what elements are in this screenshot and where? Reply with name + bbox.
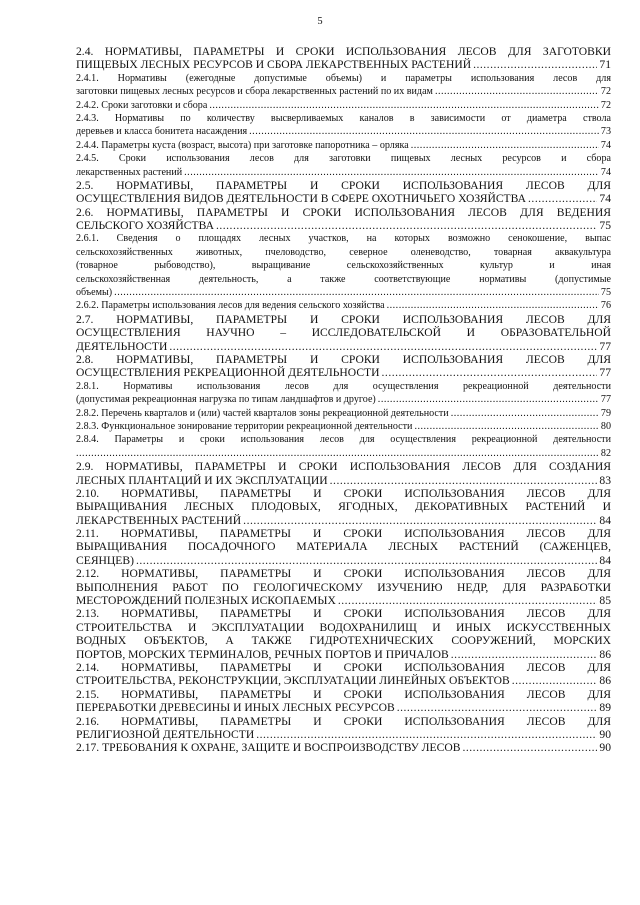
toc-entry-line: ВЫПОЛНЕНИЯ РАБОТ ПО ГЕОЛОГИЧЕСКОМУ ИЗУЧЕНИЮ НЕДР, ДЛЯ РАЗРАБОТКИ <box>76 580 611 594</box>
toc-entry-line: 2.4.3. Нормативы по количеству высверливаемых каналов в зависимости от диаметра ствола <box>76 112 611 124</box>
dot-leader <box>114 286 599 299</box>
toc-entry[interactable] <box>76 313 611 353</box>
toc-entry-line: 2.11. НОРМАТИВЫ, ПАРАМЕТРЫ И СРОКИ ИСПОЛЬЗОВАНИЯ ЛЕСОВ ДЛЯ <box>76 527 611 541</box>
toc-entry-title: ПЕРЕРАБОТКИ ДРЕВЕСИНЫ И ИНЫХ ЛЕСНЫХ РЕСУРСОВ <box>76 701 395 715</box>
toc-entry[interactable] <box>76 353 611 380</box>
toc-entry[interactable] <box>76 527 611 567</box>
toc-entry-line: (товарное рыбоводство), выращивание сельскохозяйственных культур и иная <box>76 260 611 272</box>
toc-entry-title: (допустимая рекреационная нагрузка по типам ландшафтов и другое) <box>76 394 376 406</box>
toc-entry-line: ВЫРАЩИВАНИЯ ЛЕСНЫХ ПЛОДОВЫХ, ЯГОДНЫХ, ДЕКОРАТИВНЫХ РАСТЕНИЙ И <box>76 500 611 514</box>
toc-entry-title: 2.4.2. Сроки заготовки и сбора <box>76 99 208 111</box>
toc-entry-title: лекарственных растений <box>76 166 183 178</box>
toc-entry[interactable] <box>76 99 611 112</box>
dot-leader <box>435 85 599 98</box>
toc-page-number: 85 <box>599 594 611 608</box>
toc-entry[interactable] <box>76 487 611 527</box>
toc-entry-title: СЕЯНЦЕВ) <box>76 553 134 567</box>
toc-entry-line: 2.7. НОРМАТИВЫ, ПАРАМЕТРЫ И СРОКИ ИСПОЛЬЗОВАНИЯ ЛЕСОВ ДЛЯ <box>76 312 611 326</box>
dot-leader <box>243 514 597 527</box>
dot-leader <box>451 648 598 661</box>
toc-entry[interactable] <box>76 139 611 152</box>
toc-entry[interactable] <box>76 206 611 233</box>
toc-page-number: 89 <box>599 701 611 715</box>
toc-page-number: 80 <box>600 420 611 432</box>
toc-page-number: 79 <box>600 407 611 419</box>
toc-page-number: 75 <box>600 287 611 299</box>
toc-entry-line: сельскохозяйственная деятельность, а также соответствующие нормативы (допустимые <box>76 273 611 285</box>
toc-entry-line: сельскохозяйственных животных, пчеловодство, северное оленеводство, товарная аквакультура <box>76 246 611 258</box>
toc-entry[interactable] <box>76 152 611 179</box>
toc-page-number: 77 <box>599 366 611 380</box>
toc-entry[interactable] <box>76 179 611 206</box>
toc-page-number: 86 <box>599 647 611 661</box>
toc-entry[interactable] <box>76 299 611 312</box>
dot-leader <box>330 474 598 487</box>
toc-entry-line: 2.5. НОРМАТИВЫ, ПАРАМЕТРЫ И СРОКИ ИСПОЛЬЗОВАНИЯ ЛЕСОВ ДЛЯ <box>76 178 611 192</box>
toc-entry-line: 2.8.1. Нормативы использования лесов для осуществления рекреационной деятельности <box>76 380 611 392</box>
toc-entry[interactable] <box>76 407 611 420</box>
toc-page-number: 71 <box>599 58 611 72</box>
toc-entry[interactable] <box>76 112 611 139</box>
toc-page-number: 74 <box>600 166 611 178</box>
toc-page-number: 82 <box>600 447 611 459</box>
toc-entry[interactable] <box>76 232 611 299</box>
toc-entry-line: 2.16. НОРМАТИВЫ, ПАРАМЕТРЫ И СРОКИ ИСПОЛЬЗОВАНИЯ ЛЕСОВ ДЛЯ <box>76 714 611 728</box>
toc-page-number: 76 <box>600 300 611 312</box>
dot-leader <box>338 594 598 607</box>
toc-entry[interactable] <box>76 420 611 433</box>
toc-entry-title: ЛЕСНЫХ ПЛАНТАЦИЙ И ИХ ЭКСПЛУАТАЦИИ <box>76 473 328 487</box>
toc-entry-title: 2.4.4. Параметры куста (возраст, высота) при заготовке папоротника – орляка <box>76 139 409 151</box>
toc-entry[interactable] <box>76 567 611 607</box>
toc-page-number: 77 <box>600 394 611 406</box>
toc-entry-title: СЕЛЬСКОГО ХОЗЯЙСТВА <box>76 219 214 233</box>
toc-entry-title: ПОРТОВ, МОРСКИХ ТЕРМИНАЛОВ, РЕЧНЫХ ПОРТОВ И ПРИЧАЛОВ <box>76 647 449 661</box>
toc-entry[interactable] <box>76 380 611 407</box>
dot-leader <box>528 192 597 205</box>
toc-entry-line: 2.8. НОРМАТИВЫ, ПАРАМЕТРЫ И СРОКИ ИСПОЛЬЗОВАНИЯ ЛЕСОВ ДЛЯ <box>76 352 611 366</box>
dot-leader <box>462 741 597 754</box>
dot-leader <box>382 366 598 379</box>
table-of-contents <box>76 45 611 755</box>
toc-page-number: 74 <box>600 139 611 151</box>
toc-entry[interactable] <box>76 460 611 487</box>
toc-entry-title: ДЕЯТЕЛЬНОСТИ <box>76 339 168 353</box>
toc-entry-line: СТРОИТЕЛЬСТВА И ЭКСПЛУАТАЦИИ ВОДОХРАНИЛИЩ И ИНЫХ ИСКУССТВЕННЫХ <box>76 620 611 634</box>
toc-entry-title: ОСУЩЕСТВЛЕНИЯ РЕКРЕАЦИОННОЙ ДЕЯТЕЛЬНОСТИ <box>76 366 380 380</box>
toc-entry[interactable] <box>76 715 611 742</box>
toc-entry-title: 2.8.2. Перечень кварталов и (или) частей кварталов зоны рекреационной деятельности <box>76 407 449 419</box>
dot-leader <box>378 393 599 406</box>
toc-entry-line: ОСУЩЕСТВЛЕНИЯ НАУЧНО – ИССЛЕДОВАТЕЛЬСКОЙ И ОБРАЗОВАТЕЛЬНОЙ <box>76 326 611 340</box>
toc-entry-title: ЛЕКАРСТВЕННЫХ РАСТЕНИЙ <box>76 513 242 527</box>
toc-entry-line: ВОДНЫХ ОБЪЕКТОВ, А ТАКЖЕ ГИДРОТЕХНИЧЕСКИХ СООРУЖЕНИЙ, МОРСКИХ <box>76 634 611 648</box>
toc-page-number: 77 <box>599 339 611 353</box>
dot-leader <box>387 299 599 312</box>
toc-entry-title: РЕЛИГИОЗНОЙ ДЕЯТЕЛЬНОСТИ <box>76 727 255 741</box>
toc-page-number: 86 <box>599 674 611 688</box>
toc-entry-title: 2.8.3. Функциональное зонирование территории рекреационной деятельности <box>76 420 413 432</box>
toc-page-number: 75 <box>599 219 611 233</box>
toc-page-number: 74 <box>599 192 611 206</box>
toc-entry-title: ОСУЩЕСТВЛЕНИЯ ВИДОВ ДЕЯТЕЛЬНОСТИ В СФЕРЕ ОХОТНИЧЬЕГО ХОЗЯЙСТВА <box>76 192 527 206</box>
toc-page-number: 84 <box>599 553 611 567</box>
toc-entry[interactable] <box>76 607 611 661</box>
toc-entry-line: 2.4.5. Сроки использования лесов для заготовки пищевых лесных ресурсов и сбора <box>76 153 611 165</box>
page-number: 5 <box>317 16 323 27</box>
toc-entry-title: СТРОИТЕЛЬСТВА, РЕКОНСТРУКЦИИ, ЭКСПЛУАТАЦИИ ЛИНЕЙНЫХ ОБЪЕКТОВ <box>76 674 510 688</box>
toc-entry[interactable] <box>76 661 611 688</box>
toc-entry[interactable] <box>76 688 611 715</box>
dot-leader <box>414 420 598 433</box>
toc-page-number: 72 <box>600 99 611 111</box>
toc-entry-title: деревьев и класса бонитета насаждения <box>76 126 248 138</box>
toc-entry-line: 2.15. НОРМАТИВЫ, ПАРАМЕТРЫ И СРОКИ ИСПОЛЬЗОВАНИЯ ЛЕСОВ ДЛЯ <box>76 687 611 701</box>
toc-page-number: 90 <box>599 741 611 755</box>
toc-entry-line: 2.9. НОРМАТИВЫ, ПАРАМЕТРЫ И СРОКИ ИСПОЛЬЗОВАНИЯ ЛЕСОВ ДЛЯ СОЗДАНИЯ <box>76 460 611 474</box>
toc-page-number: 72 <box>600 86 611 98</box>
toc-page-number: 90 <box>599 727 611 741</box>
toc-entry-title: МЕСТОРОЖДЕНИЙ ПОЛЕЗНЫХ ИСКОПАЕМЫХ <box>76 594 336 608</box>
dot-leader <box>397 701 598 714</box>
dot-leader <box>512 674 598 687</box>
dot-leader <box>169 340 597 353</box>
dot-leader <box>411 139 599 152</box>
dot-leader <box>76 447 599 460</box>
toc-entry-line: 2.6. НОРМАТИВЫ, ПАРАМЕТРЫ И СРОКИ ИСПОЛЬЗОВАНИЯ ЛЕСОВ ДЛЯ ВЕДЕНИЯ <box>76 205 611 219</box>
toc-entry-line: 2.4.1. Нормативы (ежегодные допустимые объемы) и параметры использования лесов для <box>76 72 611 84</box>
toc-entry-line: 2.10. НОРМАТИВЫ, ПАРАМЕТРЫ И СРОКИ ИСПОЛЬЗОВАНИЯ ЛЕСОВ ДЛЯ <box>76 486 611 500</box>
toc-entry[interactable] <box>76 45 611 72</box>
dot-leader <box>451 407 599 420</box>
toc-entry-line: 2.8.4. Параметры и сроки использования лесов для осуществления рекреационной деятельности <box>76 434 611 446</box>
dot-leader <box>184 166 599 179</box>
dot-leader <box>136 554 597 567</box>
toc-page-number: 84 <box>599 513 611 527</box>
toc-entry-line: 2.6.1. Сведения о площадях лесных участков, на которых возможно сенокошение, выпас <box>76 233 611 245</box>
dot-leader <box>473 58 597 71</box>
toc-entry-line: ВЫРАЩИВАНИЯ ПОСАДОЧНОГО МАТЕРИАЛА ЛЕСНЫХ РАСТЕНИЙ (САЖЕНЦЕВ, <box>76 540 611 554</box>
toc-entry-line: 2.4. НОРМАТИВЫ, ПАРАМЕТРЫ И СРОКИ ИСПОЛЬЗОВАНИЯ ЛЕСОВ ДЛЯ ЗАГОТОВКИ <box>76 45 611 58</box>
toc-entry[interactable] <box>76 741 611 754</box>
toc-entry[interactable] <box>76 433 611 460</box>
toc-entry-line: 2.12. НОРМАТИВЫ, ПАРАМЕТРЫ И СРОКИ ИСПОЛЬЗОВАНИЯ ЛЕСОВ ДЛЯ <box>76 567 611 581</box>
toc-page-number: 73 <box>600 126 611 138</box>
toc-page-number: 83 <box>599 473 611 487</box>
toc-entry-line: 2.13. НОРМАТИВЫ, ПАРАМЕТРЫ И СРОКИ ИСПОЛЬЗОВАНИЯ ЛЕСОВ ДЛЯ <box>76 607 611 621</box>
toc-entry-title: заготовки пищевых лесных ресурсов и сбора лекарственных растений по их видам <box>76 86 433 98</box>
toc-entry-line: 2.14. НОРМАТИВЫ, ПАРАМЕТРЫ И СРОКИ ИСПОЛЬЗОВАНИЯ ЛЕСОВ ДЛЯ <box>76 660 611 674</box>
dot-leader <box>256 728 597 741</box>
dot-leader <box>249 125 599 138</box>
toc-entry-title: 2.17. ТРЕБОВАНИЯ К ОХРАНЕ, ЗАЩИТЕ И ВОСПРОИЗВОДСТВУ ЛЕСОВ <box>76 741 461 755</box>
dot-leader <box>209 99 599 112</box>
toc-entry[interactable] <box>76 72 611 99</box>
toc-entry-title: объемы) <box>76 287 113 299</box>
toc-entry-title: ПИЩЕВЫХ ЛЕСНЫХ РЕСУРСОВ И СБОРА ЛЕКАРСТВЕННЫХ РАСТЕНИЙ <box>76 58 472 72</box>
toc-entry-title: 2.6.2. Параметры использования лесов для ведения сельского хозяйства <box>76 300 385 312</box>
dot-leader <box>216 219 597 232</box>
